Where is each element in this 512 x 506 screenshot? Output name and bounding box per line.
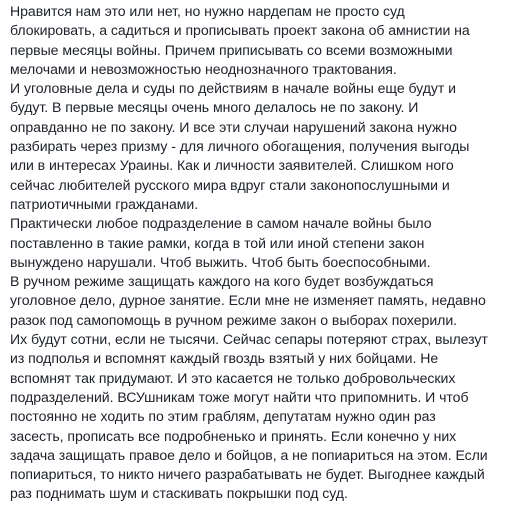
text-line: раз поднимать шум и стаскивать покрышки под суд. [10,485,348,502]
text-line: Практически любое подразделение в самом начале войны было [10,215,432,232]
text-line: уголовное дело, дурное занятие. Если мне не изменяет память, недавно [10,292,486,309]
text-line: засесть, прописать все подробненько и принять. Если конечно у них [10,427,457,444]
text-line: сейчас любителей русского мира вдруг стали законопослушными и [10,176,450,193]
text-line: И уголовные дела и суды по действиям в начале войны еще будут и [10,80,456,97]
text-line: вынуждено нарушали. Чтоб выжить. Чтоб быть боеспособными. [10,253,431,270]
text-line: постоянно не ходить по этим граблям, депутатам нужно один раз [10,408,436,425]
text-line: разок под самопомощь в ручном режиме закон о выборах похерили. [10,311,458,328]
text-line: В ручном режиме защищать каждого на кого будет возбуждаться [10,273,434,290]
text-line: разбирать через призму - для личного обогащения, получения выгоды [10,138,470,155]
text-line: первые месяцы войны. Причем приписывать со всеми возможными [10,41,453,58]
text-line: патриотичными гражданами. [10,195,199,212]
text-line: или в интересах Ураины. Как и личности заявителей. Слишком ного [10,157,454,174]
text-line: подразделений. ВСУшникам тоже могут найти что припомнить. И чтоб [10,388,469,405]
text-line: будут. В первые месяцы очень много делалось не по закону. И [10,99,419,116]
text-line: блокировать, а садиться и прописывать проект закона об амнистии на [10,22,470,39]
text-line: из подполья и вспомнят каждый гвоздь взятый у них бойцами. Не [10,350,439,367]
text-line: Их будут сотни, если не тысячи. Сейчас сепары потеряют страх, вылезут [10,331,488,348]
text-line: попиариться, то никто ничего разрабатывать не будет. Выгоднее каждый [10,466,485,483]
text-line: оправданно не по закону. И все эти случаи нарушений закона нужно [10,118,457,135]
text-line: поставленно в такие рамки, когда в той или иной степени закон [10,234,425,251]
text-line: вспомнят так придумают. И это касается не только добровольческих [10,369,456,386]
text-line: мелочами и невозможностью неоднозначного трактования. [10,60,397,77]
text-line: задача защищать правое дело и бойцов, а не попиариться на этом. Если [10,446,488,463]
text-line: Нравится нам это или нет, но нужно нардепам не просто суд [10,3,405,19]
